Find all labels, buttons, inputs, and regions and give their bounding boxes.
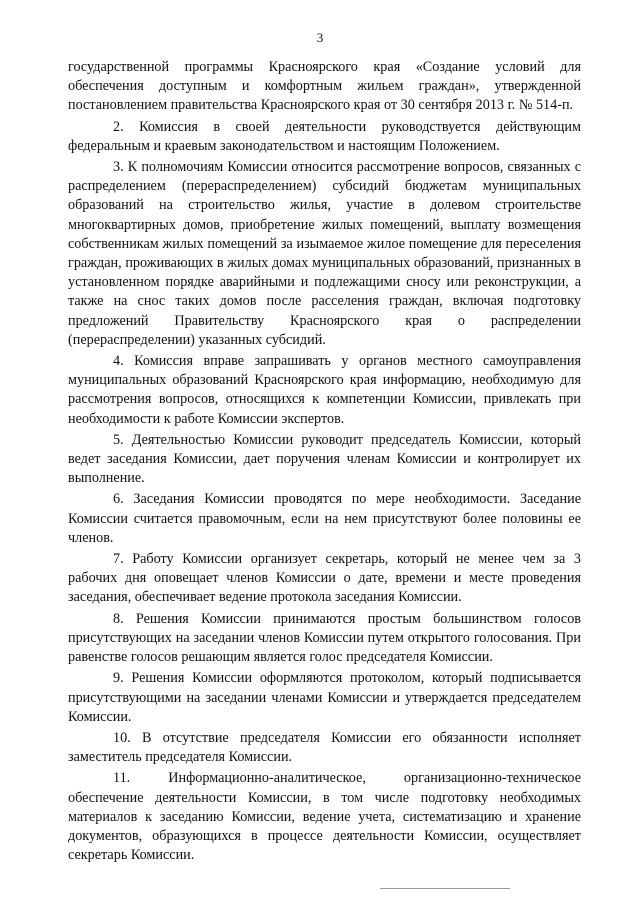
paragraph-3: 3. К полномочиям Комиссии относится рассмотрение вопросов, связанных с распределением (перераспределением) субсидий бюджетам муниципальных образований на строительство жилья, участие в долевом строительстве многоквартирных домов, приобретение жилых помещений, выплату возмещения собственникам жилых помещений за изымаемое жилое помещение для переселения граждан, проживающих в жилых домах муниципальных образований, признанных в установленном порядке аварийными и подлежащими сносу или реконструкции, а также на снос таких домов после расселения граждан, включая подготовку предложений Правительству Красноярского края о распределении (перераспределении) указанных субсидий. (68, 159, 581, 348)
paragraph-10: 10. В отсутствие председателя Комиссии его обязанности исполняет заместитель председателя Комиссии. (68, 729, 581, 766)
scan-mark-line (380, 888, 510, 889)
paragraph-6: 6. Заседания Комиссии проводятся по мере необходимости. Заседание Комиссии считается правомочным, если на нем присутствуют более половины ее членов. (68, 491, 581, 546)
page-number: 3 (316, 30, 324, 45)
paragraph-intro: государственной программы Красноярского края «Создание условий для обеспечения доступным и комфортным жильем граждан», утвержденной постановлением правительства Красноярского края от 30 сентября 2013 г. № 514-п. (68, 59, 581, 114)
paragraph-2: 2. Комиссия в своей деятельности руководствуется действующим федеральным и краевым законодательством и настоящим Положением. (68, 118, 581, 154)
paragraph-4: 4. Комиссия вправе запрашивать у органов местного самоуправления муниципальных образований Красноярского края информацию, необходимую для рассмотрения вопросов, относящихся к компетенции Комиссии, привлекать при необходимости к работе Комиссии экспертов. (68, 353, 581, 427)
paragraph-5: 5. Деятельностью Комиссии руководит председатель Комиссии, который ведет заседания Комиссии, дает поручения членам Комиссии и контролирует их выполнение. (68, 431, 581, 487)
paragraph-7: 7. Работу Комиссии организует секретарь, который не менее чем за 3 рабочих дня оповещает членов Комиссии о дате, времени и месте проведения заседания, обеспечивает ведение протокола заседания Комиссии. (68, 551, 581, 606)
document-body (68, 58, 581, 865)
paragraph-11: 11. Информационно-аналитическое, организационно-техническое обеспечение деятельности Комиссии, в том числе подготовку необходимых материалов к заседанию Комиссии, ведение учета, систематизацию и хранение документов, образующихся в процессе деятельности Комиссии, осуществляет секретарь Комиссии. (68, 770, 581, 864)
paragraph-8: 8. Решения Комиссии принимаются простым большинством голосов присутствующих на заседании членов Комиссии путем открытого голосования. При равенстве голосов решающим является голос председателя Комиссии. (68, 610, 581, 666)
paragraph-9: 9. Решения Комиссии оформляются протоколом, который подписывается присутствующими на заседании членами Комиссии и утверждается председателем Комиссии. (68, 670, 581, 725)
